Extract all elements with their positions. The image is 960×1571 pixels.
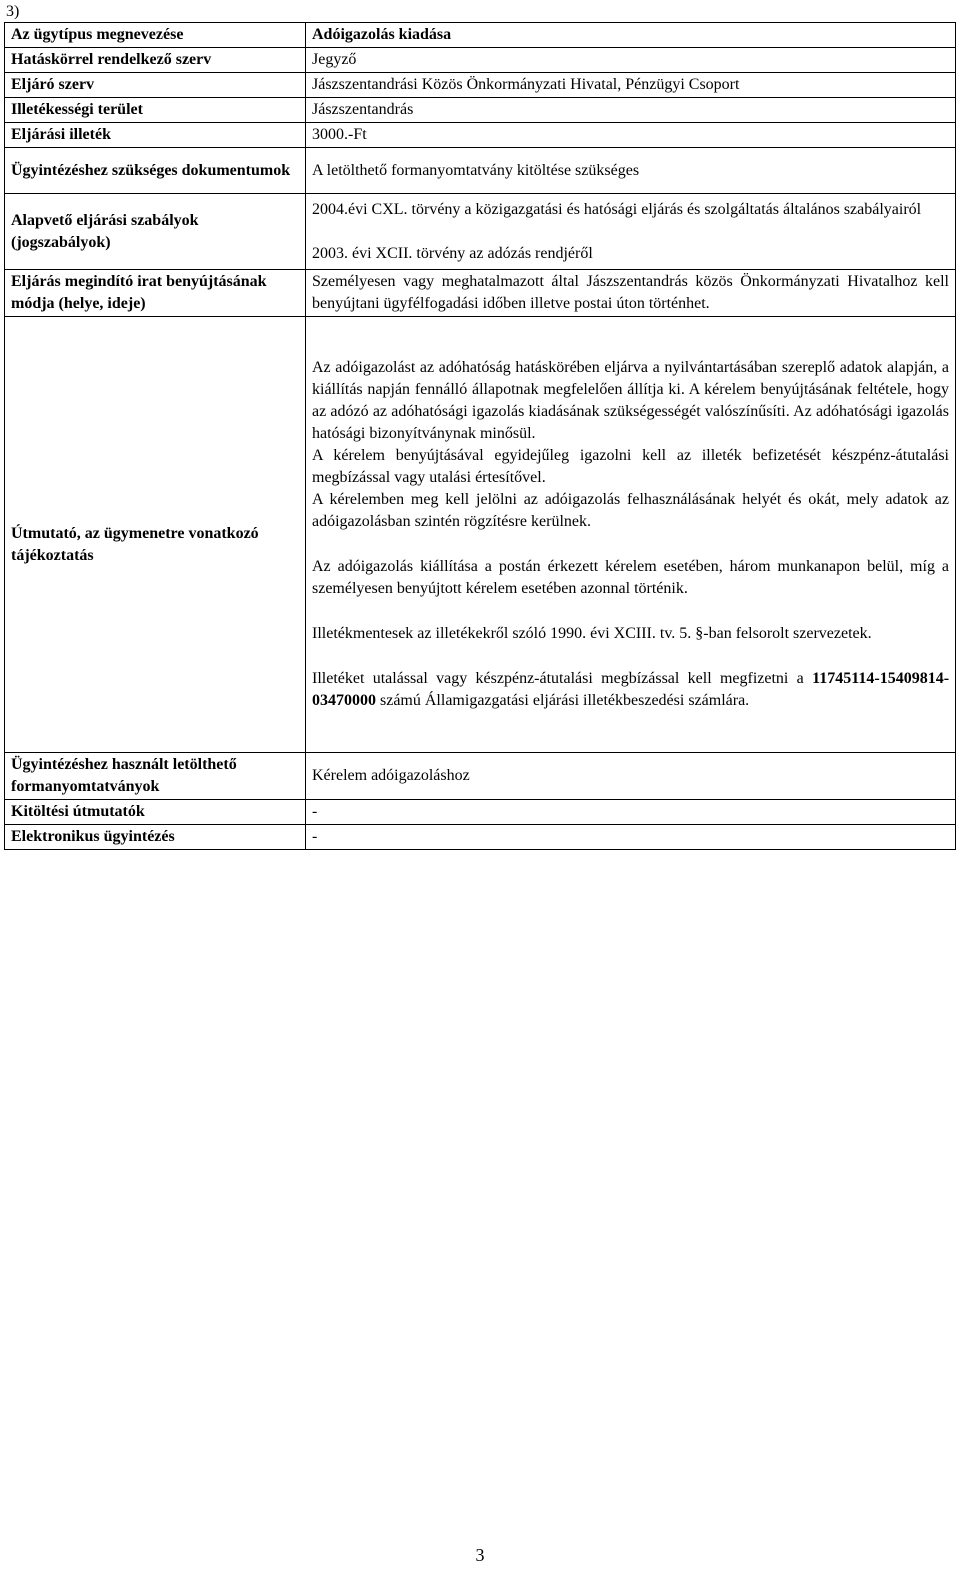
value-acting-body: Jászszentandrási Közös Önkormányzati Hivatal, Pénzügyi Csoport	[306, 73, 956, 98]
table-row	[5, 317, 956, 753]
table-row	[5, 825, 956, 850]
guide-p5-text: Illetékmentesek az illetékekről szóló 1990. évi XCIII. tv. 5.	[312, 625, 692, 642]
guide-p5-text-after: -ban felsorolt szervezetek.	[703, 625, 872, 642]
label-electronic: Elektronikus ügyintézés	[5, 825, 306, 850]
table-row	[5, 753, 956, 800]
table-row	[5, 98, 956, 123]
label-acting-body: Eljáró szerv	[5, 73, 306, 98]
procedure-table	[4, 22, 956, 850]
account-number: 11745114-15409814-03470000	[312, 670, 950, 709]
guide-paragraph-2: A kérelem benyújtásával egyidejűleg igazolni kell az illeték befizetését készpénz-átutalási megbízással vagy utalási értesítővel.	[312, 447, 949, 486]
table-row	[5, 123, 956, 148]
label-fill-guide: Kitöltési útmutatók	[5, 800, 306, 825]
label-fee: Eljárási illeték	[5, 123, 306, 148]
label-forms: Ügyintézéshez használt letölthető formanyomtatványok	[5, 753, 306, 800]
table-row	[5, 48, 956, 73]
guide-paragraph-1: Az adóigazolást az adóhatóság hatáskörében eljárva a nyilvántartásában szereplő adatok alapján, a kiállítás napján fennálló állapotnak megfelelően állítja ki. A kérelem benyújtásának feltétele, hogy az adózó az adóhatósági igazolás kiadásának szükségességét valószínűsíti. Az adóhatósági igazolás hatósági bizonyítványnak minősül.	[312, 359, 949, 442]
value-fee: 3000.-Ft	[306, 123, 956, 148]
table-row	[5, 194, 956, 270]
guide-paragraph-6	[312, 668, 949, 712]
value-fill-guide: -	[306, 800, 956, 825]
label-authority: Hatáskörrel rendelkező szerv	[5, 48, 306, 73]
table-row	[5, 73, 956, 98]
guide-paragraph-4: Az adóigazolás kiállítása a postán érkezett kérelem esetében, három munkanapon belül, míg a személyesen benyújtott kérelem esetében azonnal történik.	[312, 558, 949, 597]
value-electronic: -	[306, 825, 956, 850]
value-forms: Kérelem adóigazoláshoz	[306, 753, 956, 800]
value-case-type: Adóigazolás kiadása	[306, 23, 956, 48]
table-row	[5, 23, 956, 48]
value-documents: A letölthető formanyomtatvány kitöltése szükséges	[306, 148, 956, 194]
section-symbol: §	[695, 625, 704, 642]
label-submission: Eljárás megindító irat benyújtásának módja (helye, ideje)	[5, 270, 306, 317]
table-row	[5, 270, 956, 317]
section-number: 3)	[6, 3, 20, 20]
law-reference-2: 2003. évi XCII. törvény az adózás rendjéről	[312, 244, 593, 262]
table-row	[5, 800, 956, 825]
label-case-type: Az ügytípus megnevezése	[5, 23, 306, 48]
value-authority: Jegyző	[306, 48, 956, 73]
law-reference-1: 2004.évi CXL. törvény a közigazgatási és hatósági eljárás és szolgáltatás általános szabályairól	[312, 200, 922, 218]
value-submission: Személyesen vagy meghatalmazott által Jászszentandrás közös Önkormányzati Hivatalhoz kell benyújtani ügyfélfogadási időben illetve postai úton történhet.	[306, 270, 956, 317]
table-row	[5, 148, 956, 194]
label-legal-rules: Alapvető eljárási szabályok (jogszabályok)	[5, 194, 306, 270]
page-number: 3	[475, 1545, 485, 1565]
label-documents: Ügyintézéshez szükséges dokumentumok	[5, 148, 306, 194]
guide-p6-text: Illetéket utalással vagy készpénz-átutalási megbízással kell megfizetni a	[312, 670, 804, 687]
label-jurisdiction: Illetékességi terület	[5, 98, 306, 123]
value-jurisdiction: Jászszentandrás	[306, 98, 956, 123]
guide-paragraph-5	[312, 623, 949, 645]
label-guide: Útmutató, az ügymenetre vonatkozó tájékoztatás	[11, 524, 259, 564]
guide-p6-text-after: számú Államigazgatási eljárási illetékbeszedési számlára.	[380, 692, 750, 709]
guide-paragraph-3: A kérelemben meg kell jelölni az adóigazolás felhasználásának helyét és okát, mely adatok az adóigazolásban szintén rögzítésre kerülnek.	[312, 491, 949, 530]
